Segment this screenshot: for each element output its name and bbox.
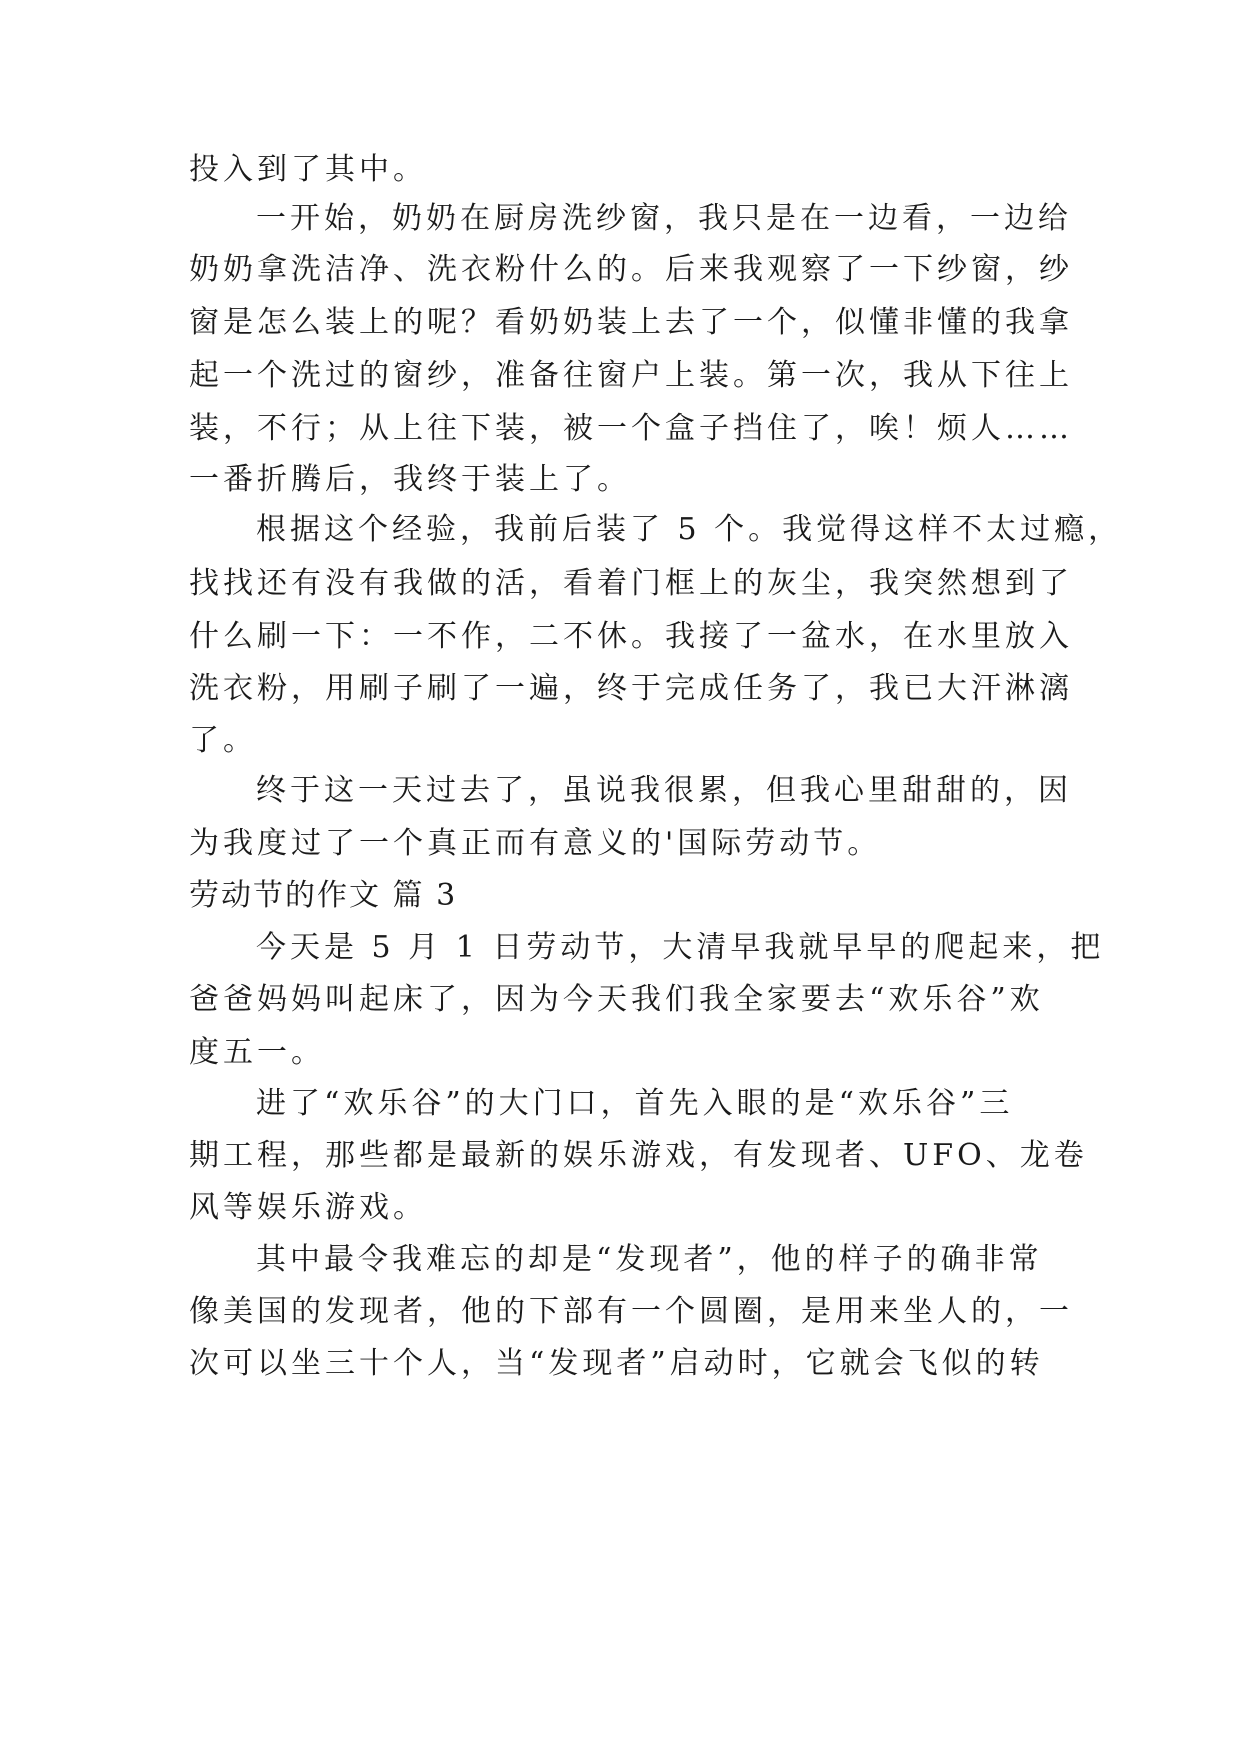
section-heading: 劳动节的作文 篇 3 [189, 878, 458, 913]
text-line: 为我度过了一个真正而有意义的'国际劳动节。 [189, 826, 882, 861]
text-line: 终于这一天过去了，虽说我很累，但我心里甜甜的，因 [256, 773, 1072, 808]
text-line: 进了“欢乐谷”的大门口，首先入眼的是“欢乐谷”三 [256, 1086, 1014, 1121]
text-line: 洗衣粉，用刷子刷了一遍，终于完成任务了，我已大汗淋漓 [189, 671, 1073, 706]
text-line: 度五一。 [189, 1035, 325, 1070]
text-line: 一开始，奶奶在厨房洗纱窗，我只是在一边看，一边给 [256, 201, 1072, 236]
text-line: 今天是 5 月 1 日劳动节，大清早我就早早的爬起来，把 [256, 930, 1105, 965]
text-line: 一番折腾后，我终于装上了。 [189, 462, 631, 497]
text-line: 起一个洗过的窗纱，准备往窗户上装。第一次，我从下往上 [189, 358, 1073, 393]
text-line: 投入到了其中。 [189, 152, 427, 187]
text-line: 爸爸妈妈叫起床了，因为今天我们我全家要去“欢乐谷”欢 [189, 982, 1044, 1017]
text-line: 找找还有没有我做的活，看着门框上的灰尘，我突然想到了 [189, 566, 1073, 601]
text-line: 了。 [189, 723, 257, 758]
text-line: 根据这个经验，我前后装了 5 个。我觉得这样不太过瘾， [256, 512, 1123, 547]
text-line: 什么刷一下：一不作，二不休。我接了一盆水，在水里放入 [189, 619, 1073, 654]
text-line: 装，不行；从上往下装，被一个盒子挡住了，唉！烦人…… [189, 411, 1073, 446]
text-line: 次可以坐三十个人，当“发现者”启动时，它就会飞似的转 [189, 1346, 1044, 1381]
text-line: 其中最令我难忘的却是“发现者”，他的样子的确非常 [256, 1242, 1043, 1277]
text-line: 奶奶拿洗洁净、洗衣粉什么的。后来我观察了一下纱窗，纱 [189, 252, 1073, 287]
text-line: 像美国的发现者，他的下部有一个圆圈，是用来坐人的，一 [189, 1294, 1073, 1329]
text-line: 期工程，那些都是最新的娱乐游戏，有发现者、UFO、龙卷 [189, 1138, 1088, 1173]
text-line: 窗是怎么装上的呢？看奶奶装上去了一个，似懂非懂的我拿 [189, 305, 1073, 340]
text-line: 风等娱乐游戏。 [189, 1190, 427, 1225]
